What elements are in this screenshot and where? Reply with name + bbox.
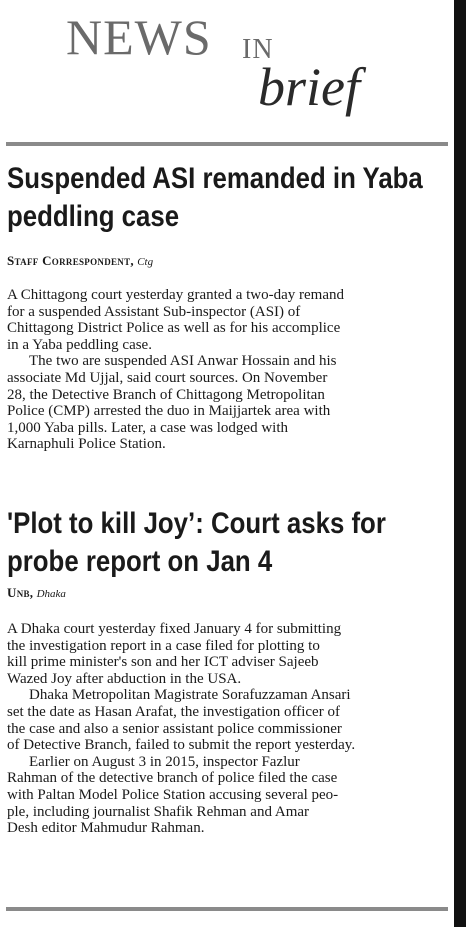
story2-text-line: kill prime minister's son and her ICT adviser Sajeeb: [7, 654, 319, 671]
story1-headline-line: Suspended ASI remanded in Yaba: [7, 162, 423, 195]
story2-byline-author: Unb,: [7, 585, 34, 600]
story1-text-line: Chittagong District Police as well as for his accomplice: [7, 320, 341, 337]
story1-text-line: for a suspended Assistant Sub-inspector (ASI) of: [7, 303, 301, 320]
story2-text-line: Dhaka Metropolitan Magistrate Sorafuzzaman Ansari: [29, 687, 351, 704]
story1-text-line: 1,000 Yaba pills. Later, a case was lodged with: [7, 419, 289, 436]
story2-byline-place: Dhaka: [36, 588, 66, 600]
story1-headline-line: peddling case: [7, 200, 180, 233]
story1-byline: [7, 253, 153, 270]
story2-text-line: Desh editor Mahmudur Rahman.: [7, 820, 205, 837]
story1-byline-author: Staff Correspondent,: [7, 253, 134, 268]
story2-text-line: A Dhaka court yesterday fixed January 4 for submitting: [7, 621, 342, 637]
story1-byline-place: Ctg: [137, 256, 154, 268]
story1-body: [7, 287, 447, 453]
story2-text-line: Rahman of the detective branch of police filed the case: [7, 770, 338, 787]
story1-text-line: The two are suspended ASI Anwar Hossain and his: [29, 353, 337, 370]
story2-headline-line: 'Plot to kill Joy’: Court asks for: [7, 507, 386, 540]
story2-text-line: of Detective Branch, failed to submit the report yesterday.: [7, 737, 356, 754]
story1-text-line: associate Md Ujjal, said court sources. On November: [7, 369, 328, 386]
page-edge-border: [454, 0, 466, 927]
top-divider-rule: [6, 142, 448, 146]
story2-text-line: set the date as Hasan Arafat, the investigation officer of: [7, 703, 340, 720]
story2-headline: [7, 505, 385, 581]
masthead-news-word: NEWS: [66, 9, 212, 65]
story1-headline: [7, 160, 423, 236]
news-in-brief-masthead: [0, 0, 454, 140]
story1-text-line: A Chittagong court yesterday granted a two-day remand: [7, 287, 344, 303]
masthead-in-word: IN: [242, 34, 274, 65]
story2-text-line: with Paltan Model Police Station accusing several peo-: [7, 786, 339, 803]
story2-headline-line: probe report on Jan 4: [7, 545, 273, 578]
masthead-brief-word: brief: [258, 57, 360, 117]
story2-text-line: the case and also a senior assistant police commissioner: [7, 720, 342, 737]
story1-text-line: 28, the Detective Branch of Chittagong Metropolitan: [7, 386, 325, 403]
story2-text-line: Earlier on August 3 in 2015, inspector Fazlur: [29, 753, 300, 770]
bottom-divider-rule: [6, 907, 448, 911]
story2-text-line: Wazed Joy after abduction in the USA.: [7, 670, 242, 687]
story1-text-line: Karnaphuli Police Station.: [7, 436, 166, 453]
story2-text-line: the investigation report in a case filed for plotting to: [7, 637, 320, 654]
story2-body: [7, 621, 447, 837]
story2-byline: [7, 585, 66, 602]
story1-text-line: Police (CMP) arrested the duo in Maijjartek area with: [7, 403, 331, 420]
story2-text-line: ple, including journalist Shafik Rehman and Amar: [7, 803, 310, 820]
story1-text-line: in a Yaba peddling case.: [7, 336, 152, 353]
